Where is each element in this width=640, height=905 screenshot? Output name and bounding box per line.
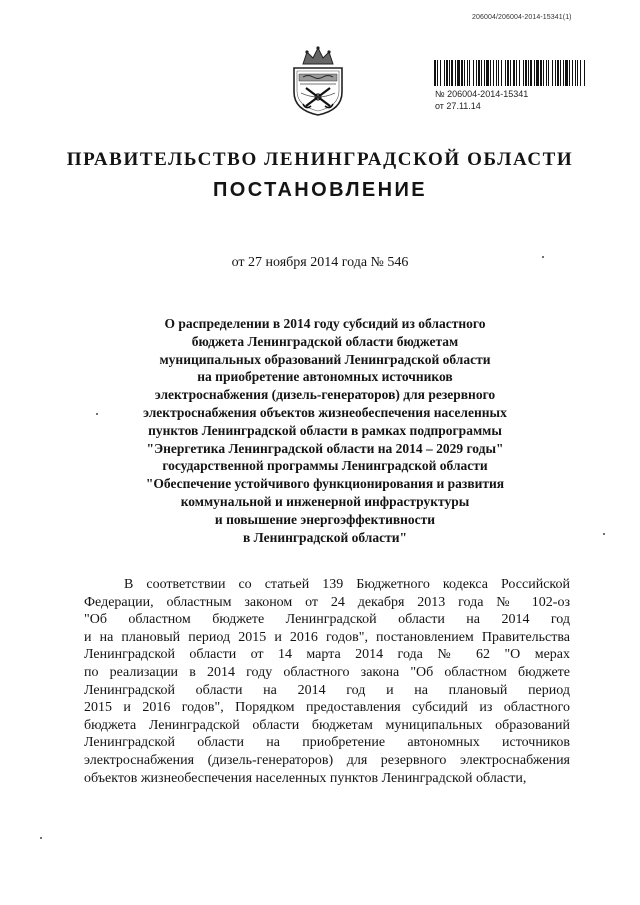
barcode-icon [434, 60, 586, 86]
government-title: ПРАВИТЕЛЬСТВО ЛЕНИНГРАДСКОЙ ОБЛАСТИ [66, 149, 574, 170]
subject-line: муниципальных образований Ленинградской области [159, 351, 491, 367]
subject-line: электроснабжения (дизель-генераторов) для резервного [154, 387, 496, 403]
coat-of-arms-emblem [288, 44, 348, 116]
scan-speck [542, 256, 544, 258]
body-line: 2015 и 2016 годов", Порядком предоставления субсидий из областного [84, 700, 570, 716]
document-subject [100, 315, 550, 546]
subject-line: и повышение энергоэффективности [214, 511, 436, 527]
body-line: по реализации в 2014 году областного закона "Об областном бюджете [84, 664, 570, 680]
body-line: В соответствии со статьей 139 Бюджетного кодекса Российской [124, 577, 570, 592]
body-paragraph [84, 576, 570, 787]
registration-date: от 27.11.14 [435, 101, 481, 111]
subject-line: "Энергетика Ленинградской области на 2014 – 2029 годы" [146, 440, 504, 456]
scan-speck [40, 837, 42, 839]
subject-line: "Обеспечение устойчивого функционирования и развития [145, 476, 505, 492]
subject-line: О распределении в 2014 году субсидий из областного [164, 316, 486, 331]
subject-line: на приобретение автономных источников [197, 369, 453, 385]
subject-line: бюджета Ленинградской области бюджетам [191, 333, 459, 349]
document-code: 206004/206004-2014-15341(1) [472, 14, 572, 21]
subject-line: пунктов Ленинградской области в рамках подпрограммы [148, 422, 502, 438]
document-type-heading: ПОСТАНОВЛЕНИЕ [213, 179, 427, 201]
body-line: "Об областном бюджете Ленинградской области на 2014 год [84, 612, 570, 628]
body-line: Ленинградской области от 14 марта 2014 года № 62 "О мерах [84, 647, 570, 663]
body-line: объектов жизнеобеспечения населенных пунктов Ленинградской области, [84, 770, 527, 786]
subject-line: в Ленинградской области" [242, 529, 408, 545]
subject-line: государственной программы Ленинградской области [162, 458, 488, 474]
document-date-number: от 27 ноября 2014 года № 546 [231, 255, 409, 270]
body-line: и на плановый период 2015 и 2016 годов", постановлением Правительства [84, 629, 570, 645]
scan-speck [603, 533, 605, 535]
subject-line: коммунальной и инженерной инфраструктуры [180, 493, 470, 509]
body-line: Ленинградской области на приобретение автономных источников [84, 735, 570, 751]
body-line: бюджета Ленинградской области бюджетам муниципальных образований [84, 717, 570, 733]
scan-speck [96, 413, 98, 415]
body-line: Ленинградской области на 2014 год и на плановый период [84, 682, 570, 698]
registration-number: № 206004-2014-15341 [435, 89, 529, 99]
subject-line: электроснабжения объектов жизнеобеспечения населенных [143, 404, 507, 420]
body-line: Федерации, областным законом от 24 декабря 2013 года № 102-оз [84, 594, 570, 610]
body-line: электроснабжения (дизель-генераторов) для резервного электроснабжения [84, 752, 570, 768]
